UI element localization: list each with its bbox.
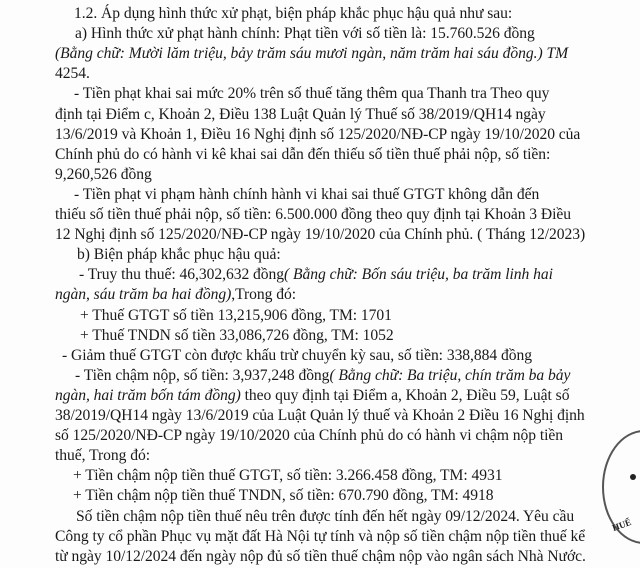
cit-arrears: + Thuế TNDN số tiền 33,086,726 đồng, TM: 1052: [80, 326, 394, 344]
cit-late-payment: + Tiền chậm nộp tiền thuế TNDN, số tiền: 670.790 đồng, TM: 4918: [73, 487, 494, 505]
seal-mark: [630, 474, 636, 480]
fine-tm-code: 4254.: [55, 65, 90, 83]
late-payment-line-2: [55, 385, 569, 407]
arrears-in-words-cont: ngàn, sáu trăm ba hai đồng): [55, 286, 232, 304]
closing-line: từ ngày 10/12/2024 đến ngày nộp đủ số tiền thuế chậm nộp vào ngân sách Nhà Nước.: [55, 547, 586, 565]
paragraph-line: 38/2019/QH14 ngày 13/6/2019 của Luật Quản lý thuế và Khoản 2 Điều 16 Nghị định: [55, 407, 585, 424]
arrears-line-2: [55, 284, 296, 306]
remedy-heading: b) Biện pháp khắc phục hậu quả:: [77, 246, 281, 264]
arrears-in-words: ( Bằng chữ: Bốn sáu triệu, ba trăm linh hai: [284, 266, 553, 284]
seal-text: HUẾ: [610, 516, 633, 534]
closing-line: Số tiền chậm nộp tiền thuế nêu trên được tính đến hết ngày 09/12/2024. Yêu cầu: [76, 507, 575, 525]
vat-late-payment: + Tiền chậm nộp tiền thuế GTGT, số tiền: 3.266.458 đồng, TM: 4931: [73, 467, 503, 485]
paragraph-line: 12 Nghị định số 125/2020/NĐ-CP ngày 19/10/2020 của Chính phủ. ( Tháng 12/2023): [55, 226, 586, 244]
paragraph-line: 13/6/2019 và Khoản 1, Điều 16 Nghị định số 125/2020/NĐ-CP ngày 19/10/2020 của: [55, 125, 581, 143]
vat-arrears: + Thuế GTGT số tiền 13,215,906 đồng, TM: 1701: [80, 306, 392, 324]
arrears-breakdown-label: ,Trong đó:: [231, 286, 297, 304]
fine-summary: a) Hình thức xử phạt hành chính: Phạt tiền với số tiền là: 15.760.526 đồng: [75, 25, 535, 43]
paragraph-line: định tại Điểm c, Khoản 2, Điều 138 Luật Quản lý Thuế số 38/2019/QH14 ngày: [55, 105, 546, 123]
late-payment-basis: theo quy định tại Điểm a, Khoản 2, Điều 59, Luật số: [240, 386, 570, 404]
paragraph-line: - Tiền phạt khai sai mức 20% trên số thuế tăng thêm qua Thanh tra Theo quy: [74, 85, 550, 103]
closing-line: Công ty cổ phần Phục vụ mặt đất Hà Nội tự tính và nộp số tiền chậm nộp tiền thuế kể: [55, 527, 586, 545]
paragraph-line: số 125/2020/NĐ-CP ngày 19/10/2020 của Chính phủ do có hành vi chậm nộp tiền: [55, 427, 564, 445]
paragraph-line: - Tiền phạt vi phạm hành chính hành vi khai sai thuế GTGT không dẫn đến: [74, 185, 540, 203]
late-payment-amount: - Tiền chậm nộp, số tiền: 3,937,248 đồng: [75, 366, 330, 384]
paragraph-line: Chính phủ do có hành vi kê khai sai dẫn đến thiếu số tiền thuế phải nộp, số tiền:: [55, 145, 551, 163]
arrears-amount: - Truy thu thuế: 46,302,632 đồng: [79, 266, 285, 284]
vat-reduction: - Giảm thuế GTGT còn được khấu trừ chuyển kỳ sau, số tiền: 338,884 đồng: [62, 346, 532, 364]
late-payment-in-words-cont: ngàn, hai trăm bốn tám đồng): [55, 386, 241, 404]
paragraph-line: 9,260,526 đồng: [55, 165, 152, 183]
fine-in-words: (Bằng chữ: Mười lăm triệu, bảy trăm sáu mươi ngàn, năm trăm hai sáu đồng.) TM: [55, 45, 569, 63]
arrears-line: [79, 264, 553, 286]
late-payment-in-words: ( Bằng chữ: Ba triệu, chín trăm ba bảy: [329, 366, 571, 384]
paragraph-line: thiếu số tiền thuế phải nộp, số tiền: 6.500.000 đồng theo quy định tại Khoản 3 Điều: [55, 206, 572, 223]
paragraph-line: thuế, Trong đó:: [55, 447, 150, 465]
section-heading: 1.2. Áp dụng hình thức xử phạt, biện pháp khắc phục hậu quả như sau:: [74, 5, 513, 22]
late-payment-line: [75, 365, 570, 387]
